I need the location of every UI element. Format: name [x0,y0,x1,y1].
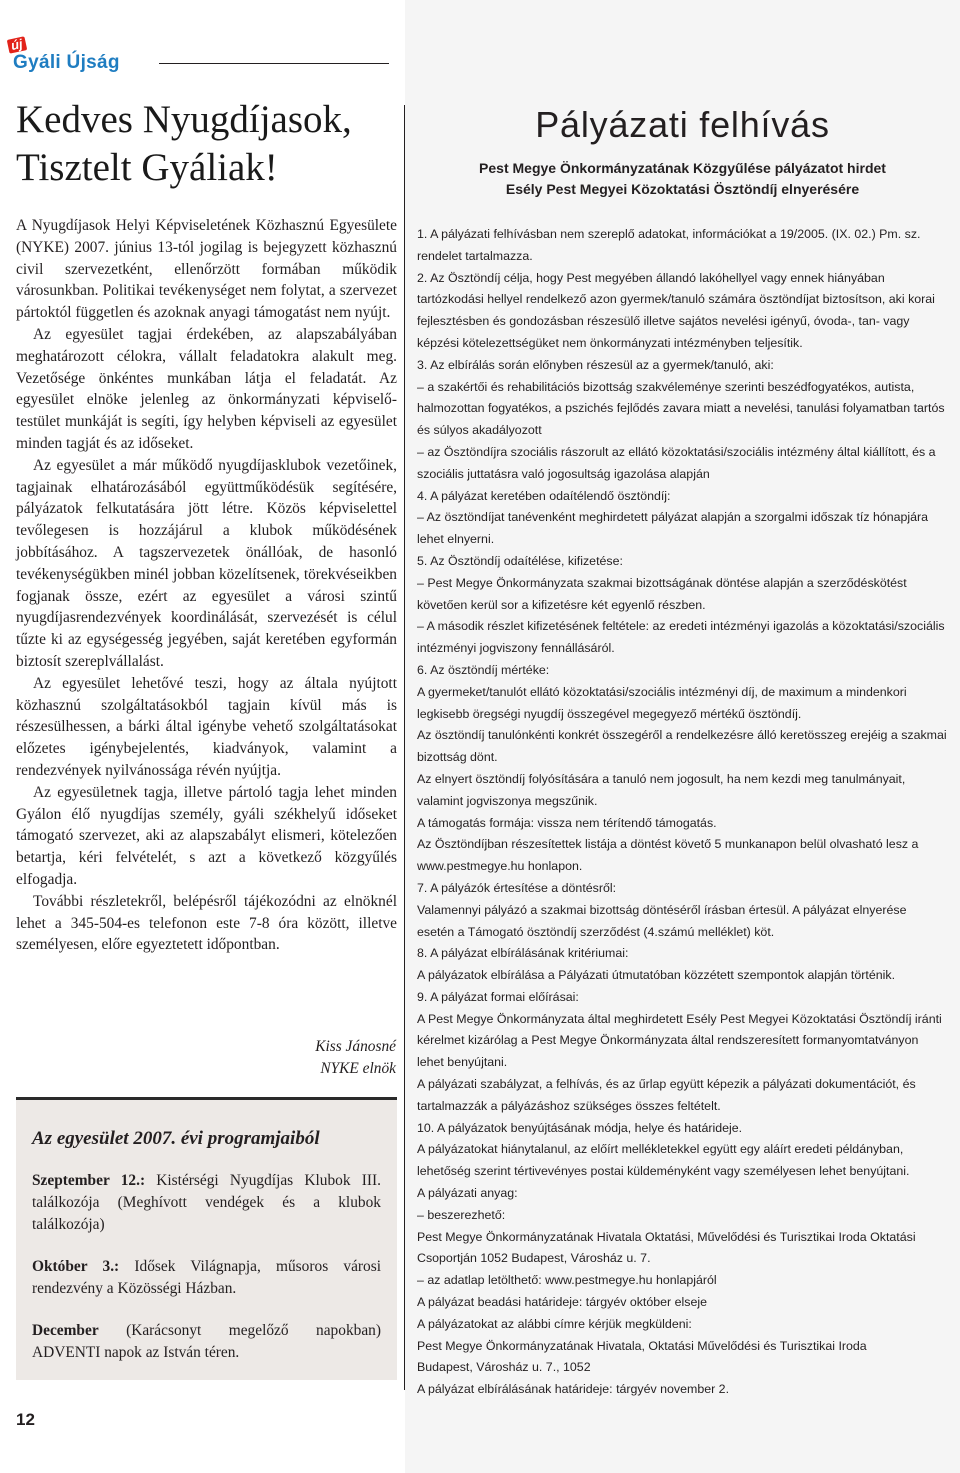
announcement-line: A pályázatokat hiánytalanul, az előírt mellékletekkel együtt egy aláírt eredeti példányban, lehetőség szerint tértivevényes postai küldeményként vagy személyesen lehet benyújtani. [417,1142,910,1179]
program-date: December [32,1322,99,1339]
announcement-line: A pályázati anyag: [417,1186,518,1201]
title-line-2: Tisztelt Gyáliak! [16,146,278,189]
page-number: 12 [16,1410,35,1429]
program-item [32,1256,381,1300]
announcement-line: 7. A pályázók értesítése a döntésről: [417,880,617,895]
masthead-rule [159,63,389,64]
announcement-line: 9. A pályázat formai előírásai: [417,989,579,1004]
announcement-title: Pályázati felhívás [535,104,830,145]
announcement-line: A Pest Megye Önkormányzata által meghirdetett Esély Pest Megyei Közoktatási Ösztöndíj iránti kérelmet kizárólag a Pest Megye Önkormányzata által rendszeresített formanyomtatványon lehet benyújtani. [417,1011,942,1070]
masthead [6,32,406,82]
program-item [32,1320,381,1364]
signature [200,1036,396,1080]
announcement-line: 1. A pályázati felhívásban nem szereplő adatokat, információkat a 19/2005. (IX. 02.) Pm. sz. rendelet tartalmazza. [417,227,921,263]
program-date: Október 3.: [32,1258,120,1275]
left-title-block [16,96,397,192]
program-box [16,1097,397,1380]
article-paragraph: Az egyesület tagjai érdekében, az alapszabályában meghatározott célokra, vállalt feladatokra alakult meg. Vezetősége önkéntes munkában látja el feladatát. Az egyesület elnöke jelenleg az önkormányzati képviselő-testület munkáját is segíti, így helyben képviseli az egyesület minden tagját és az időseket. [16,325,397,452]
announcement-line: Pest Megye Önkormányzatának Hivatala, Oktatási Művelődési és Turisztikai Iroda [417,1338,867,1353]
announcement-line: A pályázat beadási határideje: tárgyév október elseje [417,1295,707,1310]
announcement-line: 4. A pályázat keretében odaítélendő ösztöndíj: [417,488,671,503]
announcement-line: A pályázatokat az alábbi címre kérjük megküldeni: [417,1316,692,1331]
signature-name: Kiss Jánosné [315,1038,396,1055]
signature-role: NYKE elnök [320,1060,396,1077]
article-body [16,215,397,956]
announcement-line: 5. Az Ösztöndíj odaítélése, kifizetése: [417,553,623,568]
announcement-line: – az Ösztöndíjra szociális rászorult az ellátó közoktatási/szociális intézmény által kiállított, és a szociális juttatásra való jogosultság igazolása alapján [417,444,936,481]
announcement-line: Pest Megye Önkormányzatának Hivatala Oktatási, Művelődési és Turisztikai Iroda Oktatási Csoportján 1052 Budapest, Városház u. 7. [417,1229,916,1266]
announcement-line: A pályázati szabályzat, a felhívás, és az űrlap együtt képezik a pályázati dokumentációt, és tartalmazzák a pályázáshoz szükséges összes feltételt. [417,1077,916,1113]
program-heading: Az egyesület 2007. évi programjaiból [32,1128,320,1149]
announcement-line: – Az ösztöndíjat tanévenként meghirdetett pályázat alapján a szorgalmi időszak tíz hónapjára lehet elnyerni. [417,510,929,547]
announcement-line: 10. A pályázatok benyújtásának módja, helye és határideje. [417,1120,743,1135]
announcement-line: Budapest, Városház u. 7., 1052 [417,1360,591,1375]
announcement-line: Valamennyi pályázó a szakmai bizottság döntéséről írásban értesül. A pályázat elnyerése esetén a Támogató ösztöndíj szerződést (4.számú melléklet) köt. [417,902,907,939]
announcement-line: – az adatlap letölthető: www.pestmegye.hu honlapjáról [417,1273,717,1288]
program-text: Idősek Világnapja, műsoros városi rendezvény a Közösségi Házban. [32,1258,381,1297]
announcement-line: 8. A pályázat elbírálásának kritériumai: [417,946,629,961]
uj-badge: új [7,36,27,53]
announcement-line: – Pest Megye Önkormányzata szakmai bizottságának döntése alapján a szerződéskötést követően kerül sor a kifizetésre két egyenlő részben. [417,575,907,612]
announcement-panel [405,0,960,1473]
announcement-line: A gyermeket/tanulót ellátó közoktatási/szociális intézményi díj, de maximum a mindenkori legkisebb öregségi nyugdíj összegével megegyező mértékű ösztöndíj. [417,684,907,721]
announcement-line: Az ösztöndíj tanulónkénti konkrét összegéről a rendelkezésre álló keretösszeg erejéig a szakmai bizottság dönt. [417,728,947,765]
program-item [32,1170,381,1236]
page-title [16,96,397,192]
announcement-line: – a szakértői és rehabilitációs bizottság szakvéleménye szerinti beszédfogyatékos, autista, halmozottan fogyatékos, a pszichés fejlődés zavara miatt a nevelési, tanulási folyamatban tartós és súlyos akadályozott [417,379,945,438]
announcement-line: – A második részlet kifizetésének feltétele: az eredeti intézményi igazolás a közoktatási/szociális intézményi jogviszony fennállásáról. [417,619,945,656]
announcement-subtitle [405,158,960,200]
subtitle-line-2: Esély Pest Megyei Közoktatási Ösztöndíj elnyerésére [505,181,860,197]
title-line-1: Kedves Nyugdíjasok, [16,98,352,141]
announcement-line: A pályázatok elbírálása a Pályázati útmutatóban közzétett szempontok alapján történik. [417,968,896,983]
program-date: Szeptember 12.: [32,1172,146,1189]
subtitle-line-1: Pest Megye Önkormányzatának Közgyűlése pályázatot hirdet [479,160,886,176]
program-text: (Karácsonyt megelőző napokban) ADVENTI napok az István téren. [32,1322,381,1361]
program-text: Kistérségi Nyugdíjas Klubok III. találkozója (Meghívott vendégek és a klubok találkozója) [32,1172,381,1233]
announcement-line: 6. Az ösztöndíj mértéke: [417,662,550,677]
announcement-line: Az Ösztöndíjban részesítettek listája a döntést követő 5 munkanapon belül olvasható lesz a www.pestmegye.hu honlapon. [417,837,919,874]
announcement-line: 2. Az Ösztöndíj célja, hogy Pest megyében állandó lakóhellyel vagy ennek hiányában tartózkodási hellyel rendelkező azon gyermek/tanuló számára ösztöndíjat biztosítson, aki korai fejlesztésben és gondozásban részesülő illetve sajátos nevelési igényű, óvoda-, tan- vagy képzési kötelezettségüket nem önkormányzati intézményben teljesítik. [417,270,935,350]
article-paragraph: További részletekről, belépésről tájékozódni az elnöknél lehet a 345-504-es telefonon este 7-8 óra között, illetve személyesen, előre egyeztetett időpontban. [16,892,397,954]
article-paragraph: A Nyugdíjasok Helyi Képviseletének Közhasznú Egyesülete (NYKE) 2007. június 13-tól jogilag is bejegyzett közhasznú civil szervezetként, ellenőrzött formában működik városunkban. Politikai tevékenységet nem folytat, a szervezet pártoktól független és azoknak anyagi támogatást nem nyújt. [16,217,397,322]
announcement-line: – beszerezhető: [417,1207,506,1222]
announcement-line: A pályázat elbírálásának határideje: tárgyév november 2. [417,1382,730,1397]
article-paragraph: Az egyesületnek tagja, illetve pártoló tagja lehet minden Gyálon élő nyugdíjas személy, gyáli székhelyű időseket támogató szervezet, aki az alapszabályt elismeri, kötelezően betartja, kéri felvételét, s azt a következő közgyűlés elfogadja. [16,783,397,888]
announcement-body [417,224,947,1401]
announcement-line: 3. Az elbírálás során előnyben részesül az a gyermek/tanuló, aki: [417,357,774,372]
announcement-line: Az elnyert ösztöndíj folyósítására a tanuló nem jogosult, ha nem kezdi meg tanulmányait, valamint jogviszonya megszűnik. [417,771,906,808]
publication-logo: Gyáli Újság [13,52,120,73]
article-paragraph: Az egyesület lehetővé teszi, hogy az általa nyújtott közhasznú szolgáltatásokból tagjain kívül más is részesülhessen, a bárki által igénybe vehető szolgáltatásokat előzetes igénybejelentés, kiadványok, valamint a rendezvények nyilvánossága révén nyújtja. [16,674,397,779]
article-paragraph: Az egyesület a már működő nyugdíjasklubok vezetőinek, tagjainak elhatározásából együttműködésük segítésére, pályázatok felkutatására jött létre. Közös képviselettel tevőlegesen is hozzájárul a klubok működésének jobbításához. A tagszervezetek önállóak, de hasonló tevékenységükben minél jobban közelítsenek, törekvéseikben fogjanak össze, ezért az egyesület a városi szintű nyugdíjasrendezvények koordinálását, szervezését is célul tűzte ki az egységesség jegyében, saját keretében egyformán biztosít szereplvállalást. [16,456,397,670]
announcement-line: A támogatás formája: vissza nem térítendő támogatás. [417,815,717,830]
